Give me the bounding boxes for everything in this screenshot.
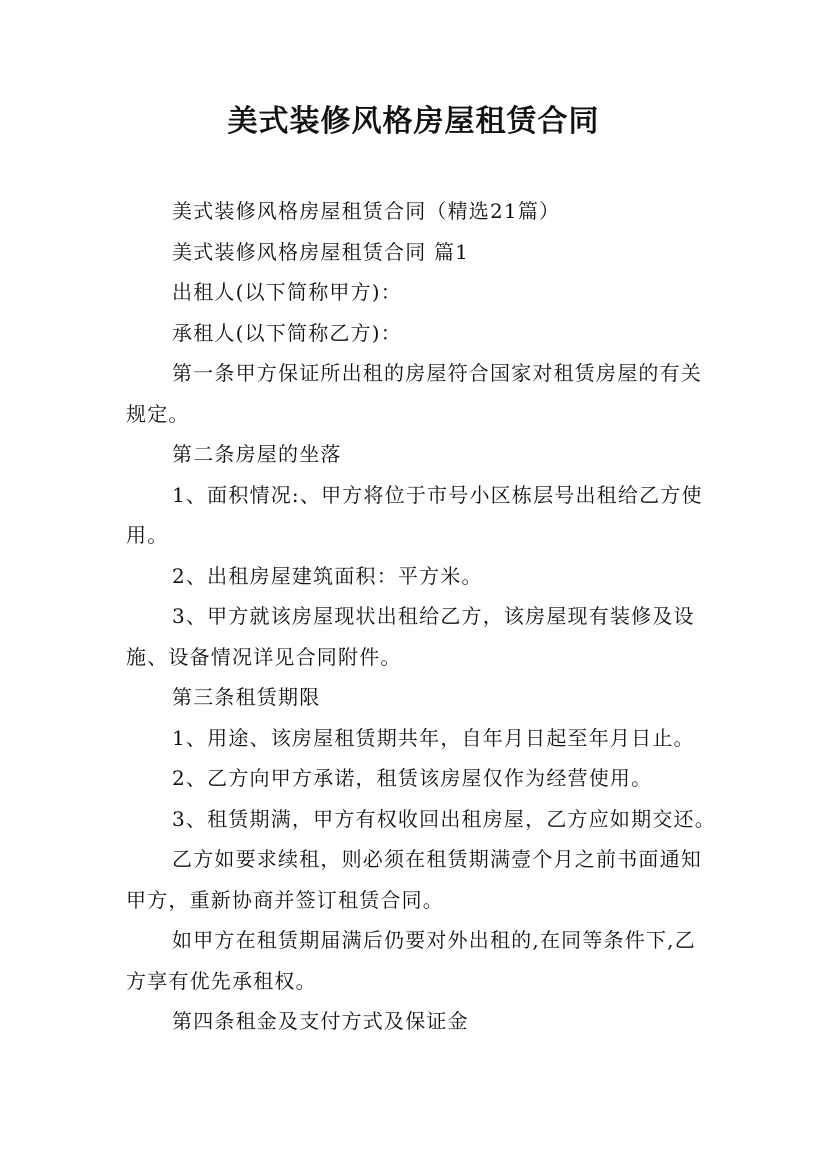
paragraph-renewal: 乙方如要求续租，则必须在租赁期满壹个月之前书面通知甲方，重新协商并签订租赁合同。 — [126, 847, 702, 912]
paragraph-lessee: 承租人(以下简称乙方)： — [172, 320, 403, 345]
paragraph-article-3-item-2: 2、乙方向甲方承诺，租赁该房屋仅作为经营使用。 — [172, 766, 653, 790]
paragraph-article-2-item-1: 1、面积情况:、甲方将位于市号小区栋层号出租给乙方使用。 — [126, 482, 703, 547]
paragraph-lessor: 出租人(以下简称甲方)： — [172, 280, 403, 304]
paragraph-article-3-item-3: 3、租赁期满，甲方有权收回出租房屋，乙方应如期交还。 — [172, 806, 716, 831]
paragraph-subtitle: 美式装修风格房屋租赁合同（精选21篇） — [172, 199, 561, 223]
paragraph-priority: 如甲方在租赁期届满后仍要对外出租的,在同等条件下,乙方享有优先承租权。 — [126, 928, 696, 993]
paragraph-article-2-item-3: 3、甲方就该房屋现状出租给乙方，该房屋现有装修及设施、设备情况详见合同附件。 — [126, 604, 695, 669]
paragraph-article-1: 第一条甲方保证所出租的房屋符合国家对租赁房屋的有关规定。 — [126, 361, 702, 426]
paragraph-article-2-item-2: 2、出租房屋建筑面积：平方米。 — [172, 563, 483, 588]
paragraph-section-heading: 美式装修风格房屋租赁合同 篇1 — [172, 239, 470, 264]
document-title: 美式装修风格房屋租赁合同 — [227, 104, 600, 139]
paragraph-article-2-heading: 第二条房屋的坐落 — [172, 442, 342, 466]
document-body — [126, 191, 716, 1042]
paragraph-article-3-item-1: 1、用途、该房屋租赁期共年，自年月日起至年月日止。 — [172, 725, 695, 750]
paragraph-article-3-heading: 第三条租赁期限 — [172, 685, 321, 709]
paragraph-article-4-heading: 第四条租金及支付方式及保证金 — [172, 1009, 469, 1033]
